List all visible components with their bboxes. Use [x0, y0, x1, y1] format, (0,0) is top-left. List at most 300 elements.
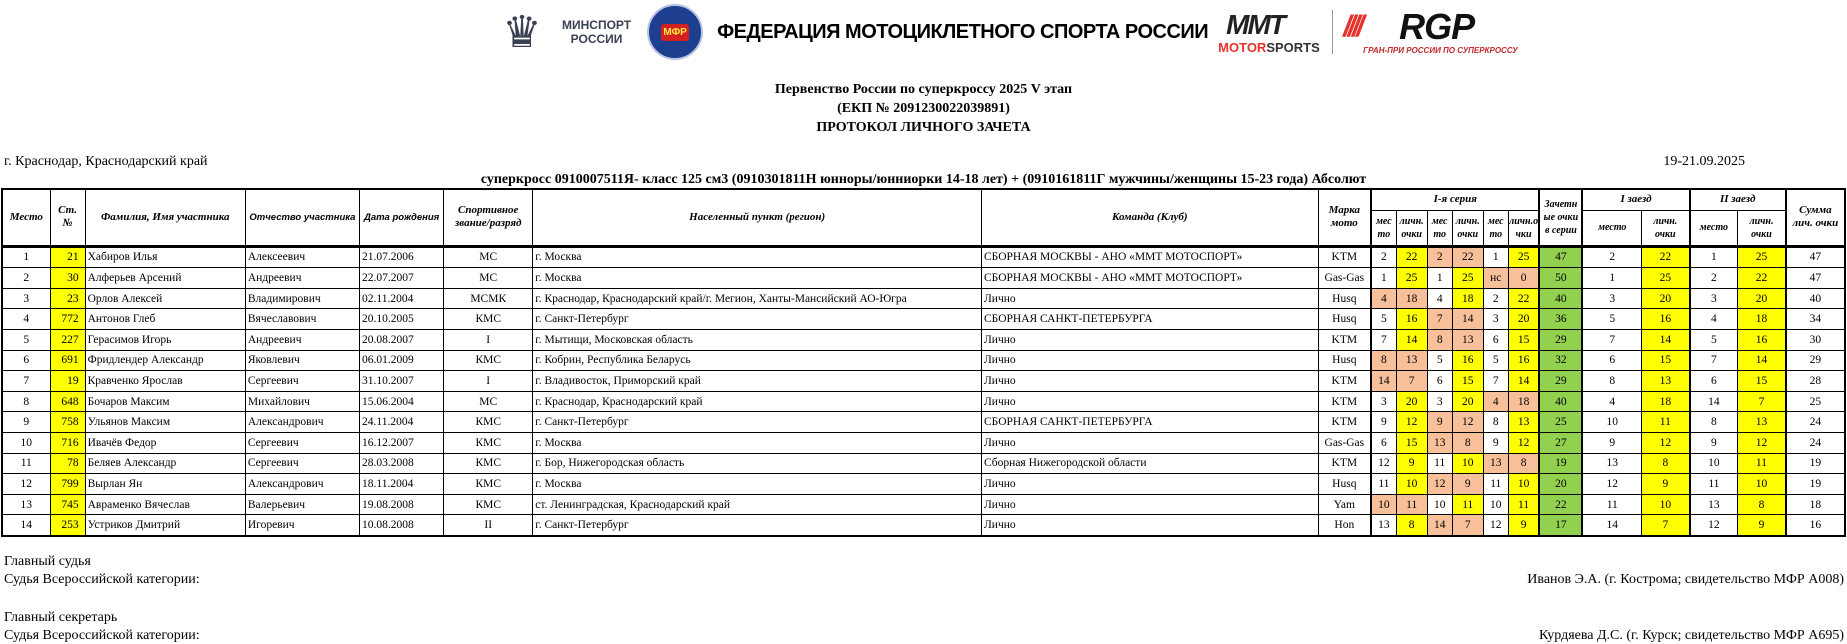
table-row: [2, 494, 1845, 515]
chief-judge-name: Иванов Э.А. (г. Кострома; свидетельство МФР А008): [1527, 572, 1844, 587]
cell-series-points: 22: [1508, 288, 1539, 309]
cell-team: СБОРНАЯ МОСКВЫ - АНО «ММТ МОТОСПОРТ»: [982, 268, 1319, 289]
cell-team: СБОРНАЯ МОСКВЫ - АНО «ММТ МОТОСПОРТ»: [982, 246, 1319, 268]
cell-city: г. Санкт-Петербург: [533, 309, 982, 330]
cell-series-points: 11: [1396, 494, 1427, 515]
cell-city: ст. Ленинградская, Краснодарский край: [533, 494, 982, 515]
cell-start-no: 745: [50, 494, 85, 515]
col-header-s-pts3: личн.о чки: [1508, 210, 1539, 246]
cell-series-points: 12: [1508, 432, 1539, 453]
cell-race2-points: 9: [1738, 515, 1786, 536]
cell-rank: I: [444, 329, 533, 350]
cell-race2-points: 16: [1738, 329, 1786, 350]
cell-race2-place: 1: [1690, 246, 1738, 268]
cell-credit: 25: [1539, 412, 1582, 433]
cell-race2-place: 4: [1690, 309, 1738, 330]
cell-race2-place: 9: [1690, 432, 1738, 453]
cell-rank: КМС: [444, 309, 533, 330]
minsport-logo: [562, 18, 631, 46]
cell-race1-place: 14: [1582, 515, 1641, 536]
cell-series-points: 16: [1508, 350, 1539, 371]
cell-bike: KTM: [1318, 371, 1371, 392]
cell-credit: 32: [1539, 350, 1582, 371]
cell-rank: I: [444, 371, 533, 392]
col-header-s-place3: мес то: [1483, 210, 1508, 246]
chief-judge-title: Главный судья: [4, 554, 91, 569]
cell-rank: КМС: [444, 494, 533, 515]
cell-start-no: 716: [50, 432, 85, 453]
cell-series-place: 10: [1427, 494, 1452, 515]
cell-birth: 15.06.2004: [360, 391, 444, 412]
cell-race1-points: 8: [1642, 453, 1690, 474]
col-header-patronymic: Отчество участника: [245, 189, 359, 246]
table-row: [2, 412, 1845, 433]
cell-city: г. Москва: [533, 474, 982, 495]
cell-start-no: 23: [50, 288, 85, 309]
cell-city: г. Краснодар, Краснодарский край: [533, 391, 982, 412]
minsport-line2: РОССИИ: [570, 32, 623, 46]
cell-race1-place: 11: [1582, 494, 1641, 515]
mmt-logo-text: MMT: [1226, 8, 1284, 40]
cell-race2-points: 15: [1738, 371, 1786, 392]
cell-race1-points: 20: [1642, 288, 1690, 309]
col-header-r1-pts: личн. очки: [1642, 210, 1690, 246]
cell-start-no: 78: [50, 453, 85, 474]
cell-total: 30: [1786, 329, 1845, 350]
cell-city: г. Москва: [533, 268, 982, 289]
cell-series-place: 8: [1483, 412, 1508, 433]
cell-series-place: 11: [1483, 474, 1508, 495]
table-row: [2, 350, 1845, 371]
cell-bike: KTM: [1318, 412, 1371, 433]
cell-city: г. Мытищи, Московская область: [533, 329, 982, 350]
cell-series-points: 8: [1396, 515, 1427, 536]
cell-team: Лично: [982, 515, 1319, 536]
cell-total: 24: [1786, 432, 1845, 453]
cell-race2-place: 14: [1690, 391, 1738, 412]
cell-credit: 29: [1539, 329, 1582, 350]
cell-total: 34: [1786, 309, 1845, 330]
mmt-sub-red: MOTOR: [1218, 39, 1267, 55]
mmt-logo-sub: [1218, 40, 1320, 55]
chief-secretary-category: Судья Всероссийской категории:: [4, 628, 200, 643]
cell-name: Устриков Дмитрий: [85, 515, 245, 536]
cell-series-points: 8: [1452, 432, 1483, 453]
cell-rank: МС: [444, 246, 533, 268]
cell-race1-points: 7: [1642, 515, 1690, 536]
cell-race1-points: 10: [1642, 494, 1690, 515]
cell-city: г. Санкт-Петербург: [533, 412, 982, 433]
cell-birth: 16.12.2007: [360, 432, 444, 453]
cell-team: СБОРНАЯ САНКТ-ПЕТЕРБУРГА: [982, 412, 1319, 433]
cell-place: 10: [2, 432, 50, 453]
cell-birth: 06.01.2009: [360, 350, 444, 371]
cell-birth: 20.10.2005: [360, 309, 444, 330]
cell-race1-place: 10: [1582, 412, 1641, 433]
cell-total: 16: [1786, 515, 1845, 536]
mfr-badge: МФР: [661, 24, 689, 41]
cell-bike: KTM: [1318, 329, 1371, 350]
col-header-name: Фамилия, Имя участника: [85, 189, 245, 246]
cell-name: Алферьев Арсений: [85, 268, 245, 289]
cell-race1-points: 18: [1642, 391, 1690, 412]
cell-rank: КМС: [444, 412, 533, 433]
cell-city: г. Москва: [533, 246, 982, 268]
cell-team: Лично: [982, 432, 1319, 453]
col-header-rank: Спортивное звание/разряд: [444, 189, 533, 246]
cell-place: 6: [2, 350, 50, 371]
cell-series-points: 15: [1452, 371, 1483, 392]
cell-series-points: 25: [1452, 268, 1483, 289]
class-description: суперкросс 0910007511Я- класс 125 см3 (0910301811Н юнноры/юнниорки 14-18 лет) + (0910161811Г мужчины/женщины 15-23 года) Абсолют: [480, 172, 1367, 187]
cell-patronymic: Вячеславович: [245, 309, 359, 330]
cell-race1-place: 13: [1582, 453, 1641, 474]
cell-series-place: 10: [1483, 494, 1508, 515]
cell-credit: 47: [1539, 246, 1582, 268]
event-title: Первенство России по суперкроссу 2025 V этап: [774, 82, 1073, 97]
rgp-logo-text: RGP: [1399, 6, 1475, 47]
cell-bike: Yam: [1318, 494, 1371, 515]
col-header-s-pts2: личн. очки: [1452, 210, 1483, 246]
cell-series-place: нс: [1483, 268, 1508, 289]
results-body: [2, 246, 1845, 536]
cell-race1-place: 3: [1582, 288, 1641, 309]
cell-race2-points: 11: [1738, 453, 1786, 474]
mmt-sub-dark: SPORTS: [1266, 39, 1320, 55]
cell-name: Авраменко Вячеслав: [85, 494, 245, 515]
cell-name: Хабиров Илья: [85, 246, 245, 268]
col-header-race2: II заезд: [1690, 189, 1786, 210]
table-row: [2, 474, 1845, 495]
cell-race2-place: 12: [1690, 515, 1738, 536]
col-header-credit: Зачетн ые очки в серии: [1539, 189, 1582, 246]
cell-series-points: 12: [1452, 412, 1483, 433]
col-header-start-no: Ст. №: [50, 189, 85, 246]
cell-series-points: 11: [1452, 494, 1483, 515]
col-header-total: Сумма лич. очки: [1786, 189, 1845, 246]
cell-total: 40: [1786, 288, 1845, 309]
cell-series-place: 4: [1483, 391, 1508, 412]
cell-series-place: 13: [1427, 432, 1452, 453]
cell-place: 4: [2, 309, 50, 330]
cell-name: Беляев Александр: [85, 453, 245, 474]
ekp-number: (ЕКП № 2091230022039891): [837, 101, 1010, 116]
chief-judge-category: Судья Всероссийской категории:: [4, 572, 200, 587]
cell-race1-place: 4: [1582, 391, 1641, 412]
cell-patronymic: Александрович: [245, 474, 359, 495]
cell-start-no: 799: [50, 474, 85, 495]
col-header-s-place1: мес то: [1371, 210, 1396, 246]
cell-credit: 50: [1539, 268, 1582, 289]
cell-credit: 29: [1539, 371, 1582, 392]
cell-series-place: 10: [1371, 494, 1396, 515]
cell-race1-place: 1: [1582, 268, 1641, 289]
cell-series-points: 25: [1508, 246, 1539, 268]
rgp-logo: [1343, 4, 1543, 60]
cell-credit: 40: [1539, 288, 1582, 309]
cell-start-no: 19: [50, 371, 85, 392]
table-row: [2, 288, 1845, 309]
cell-patronymic: Владимирович: [245, 288, 359, 309]
event-location: г. Краснодар, Краснодарский край: [4, 154, 208, 169]
cell-series-place: 4: [1427, 288, 1452, 309]
cell-series-points: 20: [1508, 309, 1539, 330]
cell-race1-points: 9: [1642, 474, 1690, 495]
cell-series-place: 13: [1483, 453, 1508, 474]
cell-city: г. Владивосток, Приморский край: [533, 371, 982, 392]
cell-bike: Husq: [1318, 474, 1371, 495]
cell-series-place: 3: [1427, 391, 1452, 412]
cell-series-points: 13: [1396, 350, 1427, 371]
cell-race1-place: 12: [1582, 474, 1641, 495]
cell-patronymic: Игоревич: [245, 515, 359, 536]
cell-series-points: 18: [1508, 391, 1539, 412]
cell-total: 24: [1786, 412, 1845, 433]
cell-race2-points: 20: [1738, 288, 1786, 309]
cell-total: 28: [1786, 371, 1845, 392]
cell-start-no: 30: [50, 268, 85, 289]
cell-start-no: 772: [50, 309, 85, 330]
cell-bike: KTM: [1318, 246, 1371, 268]
cell-series-place: 9: [1483, 432, 1508, 453]
cell-series-place: 12: [1371, 453, 1396, 474]
cell-series-place: 1: [1483, 246, 1508, 268]
rgp-logo-top: [1343, 8, 1543, 46]
cell-total: 19: [1786, 474, 1845, 495]
cell-series-points: 20: [1396, 391, 1427, 412]
cell-rank: КМС: [444, 474, 533, 495]
cell-patronymic: Сергеевич: [245, 371, 359, 392]
cell-place: 5: [2, 329, 50, 350]
table-row: [2, 515, 1845, 536]
cell-birth: 02.11.2004: [360, 288, 444, 309]
cell-city: г. Кобрин, Республика Беларусь: [533, 350, 982, 371]
cell-series-points: 16: [1396, 309, 1427, 330]
cell-series-place: 1: [1427, 268, 1452, 289]
col-header-s-place2: мес то: [1427, 210, 1452, 246]
col-header-team: Команда (Клуб): [982, 189, 1319, 246]
cell-race1-points: 13: [1642, 371, 1690, 392]
cell-race2-place: 10: [1690, 453, 1738, 474]
cell-series-place: 6: [1371, 432, 1396, 453]
cell-race1-place: 8: [1582, 371, 1641, 392]
event-dates: 19-21.09.2025: [1663, 154, 1745, 169]
logo-divider: [1332, 10, 1333, 54]
cell-bike: Hon: [1318, 515, 1371, 536]
minsport-line1: МИНСПОРТ: [562, 18, 632, 32]
cell-race1-points: 11: [1642, 412, 1690, 433]
table-row: [2, 268, 1845, 289]
cell-city: г. Москва: [533, 432, 982, 453]
cell-place: 14: [2, 515, 50, 536]
col-header-birth: Дата рождения: [360, 189, 444, 246]
cell-series-place: 5: [1427, 350, 1452, 371]
cell-patronymic: Яковлевич: [245, 350, 359, 371]
cell-start-no: 21: [50, 246, 85, 268]
cell-credit: 19: [1539, 453, 1582, 474]
cell-series-place: 5: [1483, 350, 1508, 371]
cell-place: 8: [2, 391, 50, 412]
cell-place: 11: [2, 453, 50, 474]
cell-series-place: 11: [1371, 474, 1396, 495]
cell-bike: KTM: [1318, 391, 1371, 412]
cell-patronymic: Валерьевич: [245, 494, 359, 515]
cell-race2-points: 7: [1738, 391, 1786, 412]
protocol-title: ПРОТОКОЛ ЛИЧНОГО ЗАЧЕТА: [816, 120, 1031, 135]
cell-series-points: 10: [1452, 453, 1483, 474]
cell-name: Кравченко Ярослав: [85, 371, 245, 392]
cell-place: 7: [2, 371, 50, 392]
cell-series-place: 6: [1483, 329, 1508, 350]
cell-rank: КМС: [444, 453, 533, 474]
cell-series-place: 9: [1427, 412, 1452, 433]
cell-birth: 19.08.2008: [360, 494, 444, 515]
cell-birth: 22.07.2007: [360, 268, 444, 289]
cell-total: 47: [1786, 246, 1845, 268]
cell-series-points: 13: [1452, 329, 1483, 350]
cell-series-place: 5: [1371, 309, 1396, 330]
cell-team: Лично: [982, 391, 1319, 412]
cell-series-points: 25: [1396, 268, 1427, 289]
cell-rank: МСМК: [444, 288, 533, 309]
cell-race2-points: 10: [1738, 474, 1786, 495]
cell-race1-points: 14: [1642, 329, 1690, 350]
col-header-race1: I заезд: [1582, 189, 1689, 210]
cell-name: Антонов Глеб: [85, 309, 245, 330]
table-row: [2, 246, 1845, 268]
cell-start-no: 253: [50, 515, 85, 536]
cell-credit: 36: [1539, 309, 1582, 330]
table-row: [2, 391, 1845, 412]
cell-series-points: 13: [1508, 412, 1539, 433]
cell-series-place: 7: [1427, 309, 1452, 330]
cell-race1-points: 12: [1642, 432, 1690, 453]
cell-bike: KTM: [1318, 453, 1371, 474]
cell-series-place: 3: [1483, 309, 1508, 330]
cell-race2-place: 3: [1690, 288, 1738, 309]
cell-name: Ульянов Максим: [85, 412, 245, 433]
col-header-bike: Марка мото: [1318, 189, 1371, 246]
cell-bike: Gas-Gas: [1318, 432, 1371, 453]
cell-team: Сборная Нижегородской области: [982, 453, 1319, 474]
cell-series-points: 8: [1508, 453, 1539, 474]
cell-series-place: 2: [1427, 246, 1452, 268]
cell-series-place: 11: [1427, 453, 1452, 474]
cell-series-points: 14: [1452, 309, 1483, 330]
cell-city: г. Бор, Нижегородская область: [533, 453, 982, 474]
results-table: [1, 188, 1846, 537]
cell-bike: Husq: [1318, 288, 1371, 309]
cell-series-place: 12: [1427, 474, 1452, 495]
cell-total: 19: [1786, 453, 1845, 474]
table-row: [2, 453, 1845, 474]
header-logos: [492, 4, 1543, 60]
cell-race1-points: 22: [1642, 246, 1690, 268]
cell-total: 29: [1786, 350, 1845, 371]
cell-rank: МС: [444, 268, 533, 289]
cell-race1-place: 2: [1582, 246, 1641, 268]
cell-race2-points: 22: [1738, 268, 1786, 289]
cell-race1-place: 7: [1582, 329, 1641, 350]
cell-race1-points: 16: [1642, 309, 1690, 330]
cell-credit: 40: [1539, 391, 1582, 412]
cell-birth: 10.08.2008: [360, 515, 444, 536]
chief-secretary-name: Курдяева Д.С. (г. Курск; свидетельство МФР А695): [1538, 628, 1844, 643]
cell-bike: Gas-Gas: [1318, 268, 1371, 289]
cell-place: 12: [2, 474, 50, 495]
cell-series-place: 8: [1371, 350, 1396, 371]
cell-birth: 18.11.2004: [360, 474, 444, 495]
cell-patronymic: Алексеевич: [245, 246, 359, 268]
cell-race2-points: 13: [1738, 412, 1786, 433]
cell-series-place: 6: [1427, 371, 1452, 392]
cell-place: 1: [2, 246, 50, 268]
col-header-place: Место: [2, 189, 50, 246]
cell-team: Лично: [982, 288, 1319, 309]
cell-series-points: 9: [1508, 515, 1539, 536]
cell-series-points: 22: [1452, 246, 1483, 268]
cell-start-no: 691: [50, 350, 85, 371]
cell-birth: 24.11.2004: [360, 412, 444, 433]
mmt-motorsports-logo: [1218, 4, 1322, 60]
cell-credit: 17: [1539, 515, 1582, 536]
cell-patronymic: Сергеевич: [245, 432, 359, 453]
cell-race1-points: 25: [1642, 268, 1690, 289]
cell-race1-place: 9: [1582, 432, 1641, 453]
cell-series-points: 18: [1452, 288, 1483, 309]
cell-team: Лично: [982, 474, 1319, 495]
cell-series-points: 16: [1452, 350, 1483, 371]
cell-name: Ивачёв Федор: [85, 432, 245, 453]
chief-secretary-title: Главный секретарь: [4, 610, 118, 625]
table-row: [2, 371, 1845, 392]
cell-race2-place: 13: [1690, 494, 1738, 515]
cell-series-points: 14: [1508, 371, 1539, 392]
cell-race1-points: 15: [1642, 350, 1690, 371]
cell-series-place: 2: [1371, 246, 1396, 268]
cell-series-place: 7: [1483, 371, 1508, 392]
cell-patronymic: Сергеевич: [245, 453, 359, 474]
cell-patronymic: Андреевич: [245, 329, 359, 350]
cell-name: Вырлан Ян: [85, 474, 245, 495]
cell-series-place: 2: [1483, 288, 1508, 309]
cell-credit: 27: [1539, 432, 1582, 453]
cell-name: Бочаров Максим: [85, 391, 245, 412]
cell-series-points: 9: [1396, 453, 1427, 474]
cell-city: г. Краснодар, Краснодарский край/г. Мегион, Ханты-Мансийский АО-Югра: [533, 288, 982, 309]
cell-race2-points: 18: [1738, 309, 1786, 330]
cell-series-place: 8: [1427, 329, 1452, 350]
cell-name: Герасимов Игорь: [85, 329, 245, 350]
cell-birth: 20.08.2007: [360, 329, 444, 350]
cell-race2-place: 8: [1690, 412, 1738, 433]
cell-race2-points: 25: [1738, 246, 1786, 268]
cell-total: 25: [1786, 391, 1845, 412]
cell-series-place: 14: [1371, 371, 1396, 392]
cell-start-no: 227: [50, 329, 85, 350]
cell-series-points: 7: [1396, 371, 1427, 392]
cell-race2-place: 5: [1690, 329, 1738, 350]
cell-race2-place: 6: [1690, 371, 1738, 392]
cell-series-points: 7: [1452, 515, 1483, 536]
col-header-r1-place: место: [1582, 210, 1641, 246]
cell-series-place: 13: [1371, 515, 1396, 536]
cell-team: Лично: [982, 329, 1319, 350]
cell-team: Лично: [982, 350, 1319, 371]
cell-series-points: 15: [1396, 432, 1427, 453]
table-row: [2, 432, 1845, 453]
cell-race2-points: 12: [1738, 432, 1786, 453]
